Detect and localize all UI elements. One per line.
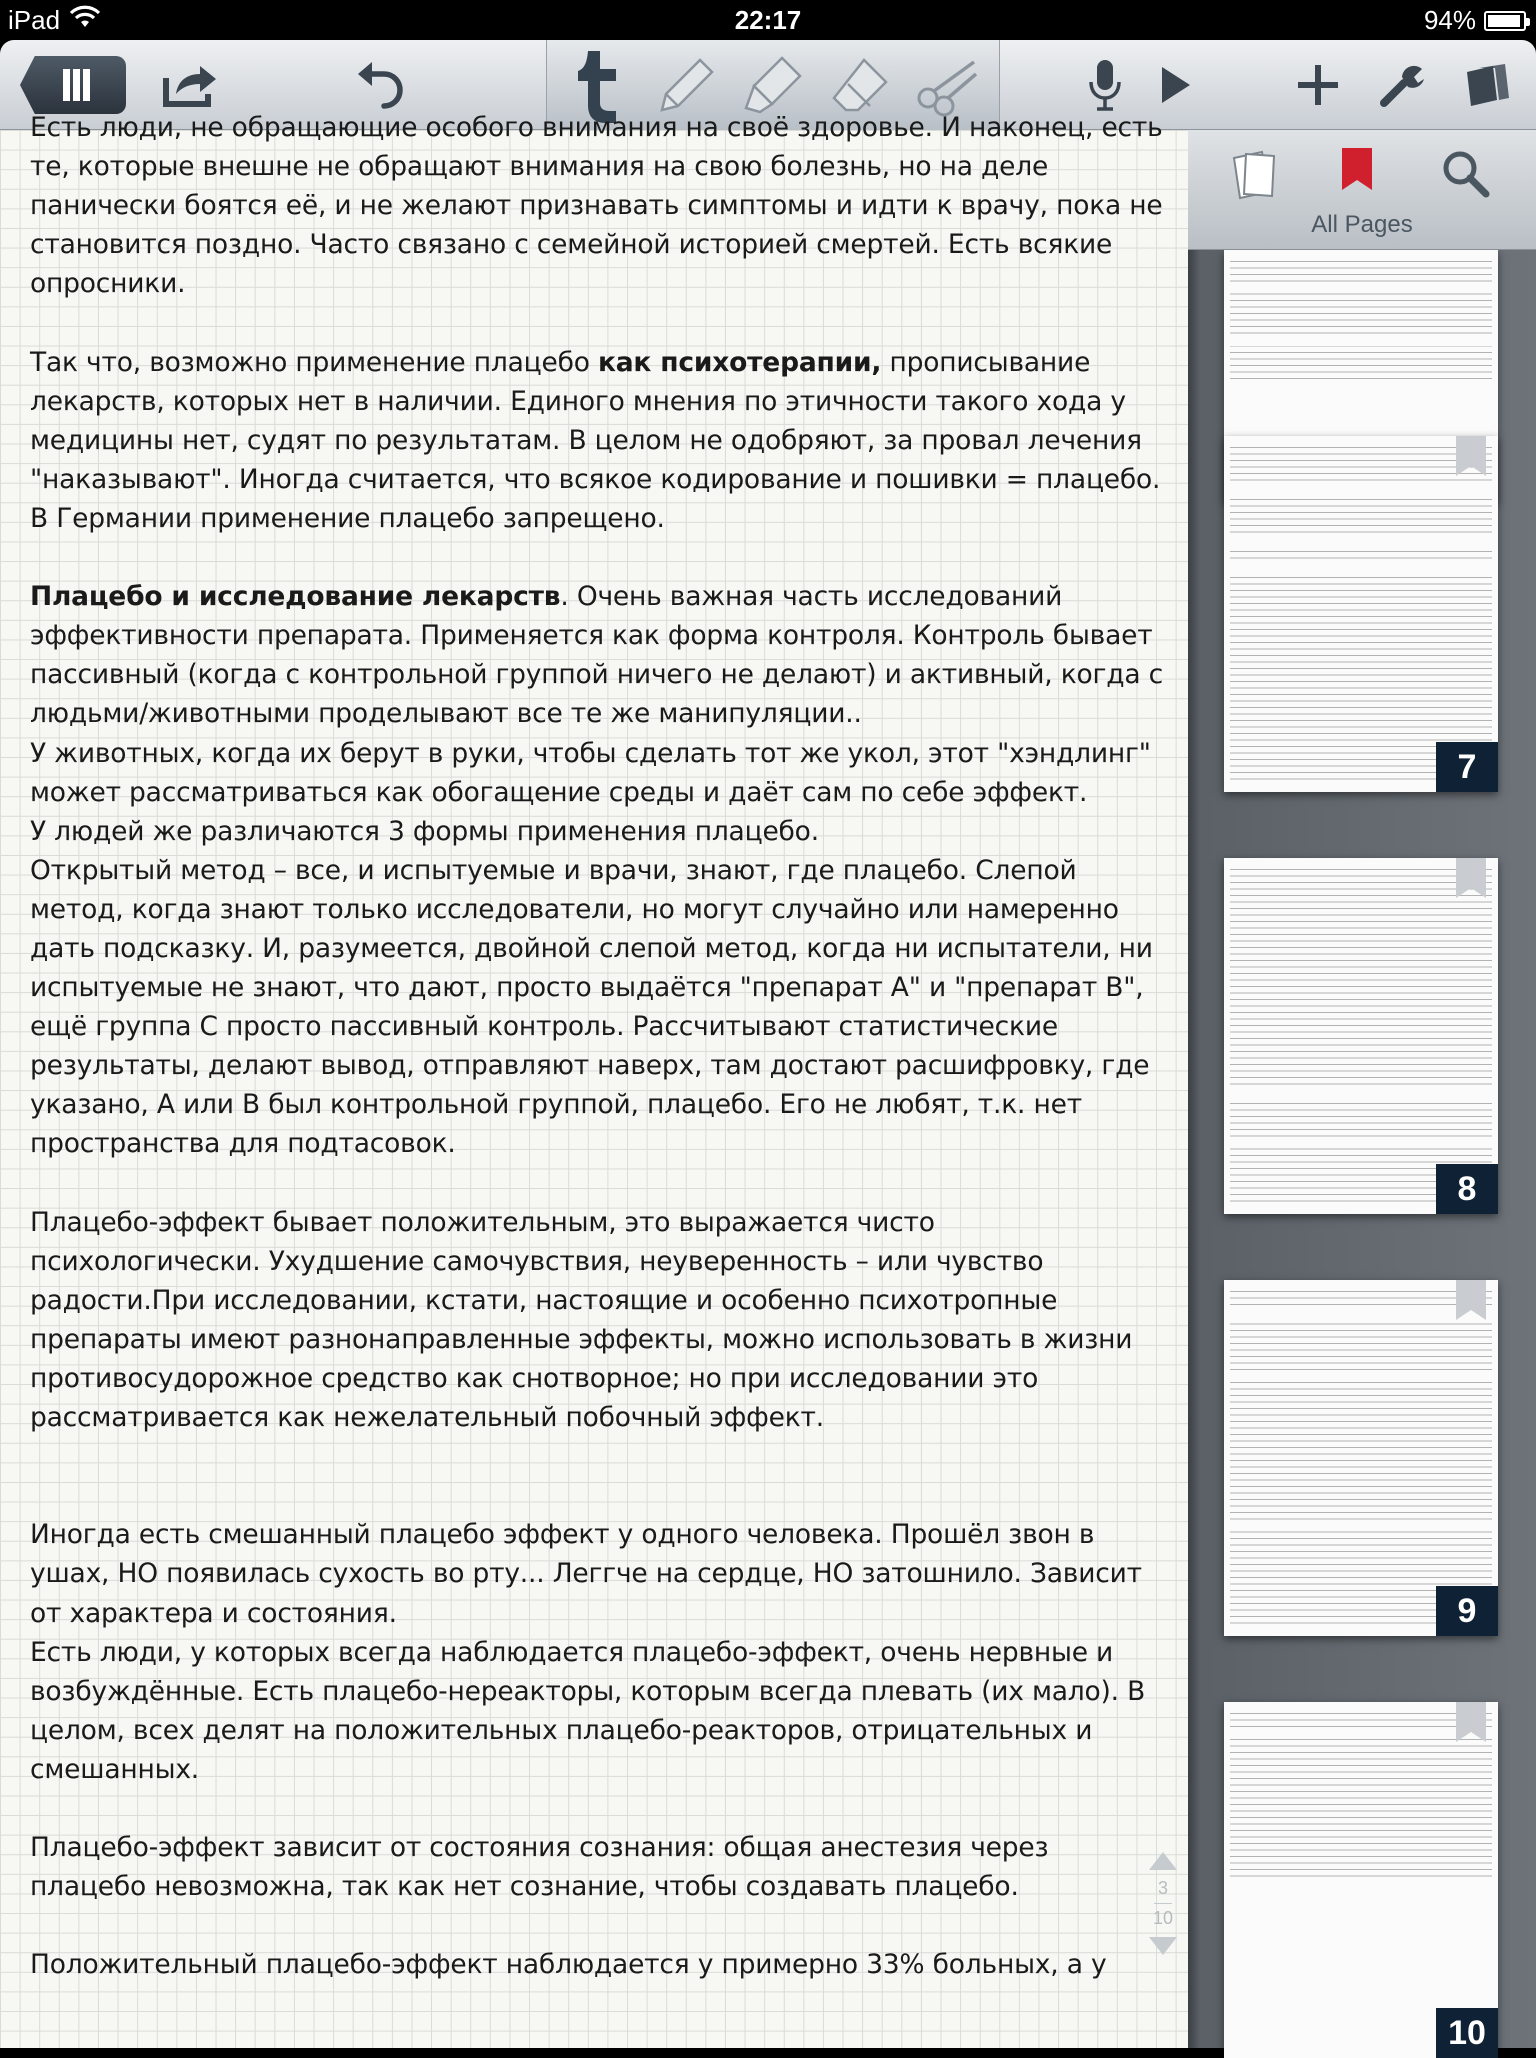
notebooks-button[interactable]: [1456, 40, 1520, 130]
search-button[interactable]: [1440, 148, 1490, 202]
pen-icon: [656, 54, 718, 116]
note-paragraph: Есть люди, у которых всегда наблюдается плацебо-эффект, очень нервные и возбуждённые. Есть плацебо-нереакторы, которым всегда плевать (их мало). В целом, всех делят на положительных плацебо-реакторов, отрицательных и смешанных.: [30, 1636, 1146, 1785]
page-scroller[interactable]: [1146, 1852, 1180, 1992]
share-icon: [160, 60, 220, 110]
battery-level: [1488, 15, 1520, 27]
note-paragraph: У людей же различаются 3 формы применения плацебо.: [30, 815, 819, 847]
page-number-badge: 9: [1436, 1586, 1498, 1636]
bookmarks-button[interactable]: [1340, 148, 1374, 196]
note-text-run: . Очень важная часть исследований эффективности препарата. Применяется как форма контроля. Контроль бывает пассивный (когда с контрольной группой ничего не делают) и активный, когда с людьми/животными проделывают все те же манипуляции..: [30, 581, 1164, 730]
page-thumbnail[interactable]: [1224, 436, 1498, 792]
microphone-icon: [1087, 58, 1123, 112]
battery-percent: 94%: [1423, 5, 1476, 35]
note-paragraph: [30, 343, 1170, 499]
current-page-number: 3: [1157, 1878, 1168, 1898]
page-down-icon[interactable]: [1149, 1937, 1177, 1955]
total-pages-number: 10: [1152, 1908, 1174, 1928]
sidebar-header: [1188, 130, 1536, 250]
page-thumbnail[interactable]: [1224, 1702, 1498, 2058]
note-paragraph: Плацебо-эффект бывает положительным, это выражается чисто психологически. Ухудшение самочувствия, неуверенность – или чувство радости.При исследовании, кстати, настоящие и особенно психотропные препараты имеют разнонаправленные эффекты, можно использовать в жизни противосудорожное средство как снотворное; но при исследовании это рассматривается как нежелательный побочный эффект.: [30, 1206, 1133, 1434]
notebooks-icon: [1463, 60, 1513, 110]
scissors-icon: [914, 54, 980, 116]
add-icon: [1296, 63, 1340, 107]
all-pages-button[interactable]: [1228, 148, 1288, 206]
undo-icon: [354, 60, 406, 110]
library-button[interactable]: [20, 56, 126, 114]
note-bold-run: как психотерапии,: [597, 346, 882, 378]
note-bold-run: Плацебо и исследование лекарств: [30, 581, 561, 613]
bookmark-icon: [1340, 148, 1374, 192]
wrench-icon: [1378, 61, 1426, 109]
pages-sidebar: [1188, 130, 1536, 2052]
settings-button[interactable]: [1374, 40, 1430, 130]
page-number-badge: 8: [1436, 1164, 1498, 1214]
eraser-icon: [828, 54, 890, 116]
highlighter-icon: [742, 54, 804, 116]
note-text-run: прописывание лекарств, которых нет в наличии. Единого мнения по этичности такого хода у медицины нет, судят по результатам. В целом не одобряют, за провал лечения "наказывают". Иногда считается, что всякое кодирование и пошивки = плацебо.: [30, 346, 1161, 495]
search-icon: [1440, 148, 1490, 198]
note-text[interactable]: [30, 108, 1170, 1985]
page-thumbnail[interactable]: [1224, 1280, 1498, 1636]
note-paragraph: Плацебо-эффект зависит от состояния сознания: общая анестезия через плацебо невозможна, так как нет сознание, чтобы создавать плацебо.: [30, 1832, 1049, 1903]
note-paragraph: Иногда есть смешанный плацебо эффект у одного человека. Прошёл звон в ушах, НО появилась сухость во рту... Леггче на сердце, НО затошнило. Зависит от характера и состояния.: [30, 1519, 1142, 1629]
page-thumbnail[interactable]: [1224, 858, 1498, 1214]
page-number-badge: 7: [1436, 742, 1498, 792]
battery-icon: [1484, 11, 1526, 31]
add-button[interactable]: [1290, 40, 1346, 130]
note-paragraph: У животных, когда их берут в руки, чтобы сделать тот же укол, этот "хэндлинг" может рассматриваться как обогащение среды и даёт сам по себе эффект.: [30, 737, 1151, 808]
note-paragraph: [30, 577, 1170, 733]
pages-icon: [1228, 148, 1288, 202]
note-page[interactable]: [0, 112, 1188, 2048]
note-text-run: Так что, возможно применение плацебо: [30, 346, 598, 378]
note-paragraph: Положительный плацебо-эффект наблюдается у примерно 33% больных, а у: [30, 1949, 1107, 1981]
page-number-badge: 10: [1436, 2008, 1498, 2058]
note-paragraph: Открытый метод – все, и испытуемые и врачи, знают, где плацебо. Слепой метод, когда знают только исследователи, но могут случайно или намеренно дать подсказку. И, разумеется, двойной слепой метод, когда ни испытатели, ни испытуемые не знают, что дают, просто выдаётся "препарат А" и "препарат В", ещё группа С просто пассивный контроль. Рассчитывают статистические результаты, делают вывод, отправляют наверх, там достают расшифровку, где указано, А или В был контрольной группой, плацебо. Его не любят, т.к. нет пространства для подтасовок.: [30, 854, 1153, 1160]
note-paragraph: Есть люди, не обращающие особого внимания на своё здоровье. И наконец, есть те, которые внешне не обращают внимания на свою болезнь, но на деле панически боятся её, и не желают признавать симптомы и идти к врачу, пока не становится поздно. Часто связано с семейной историей смертей. Есть всякие опросники.: [30, 112, 1163, 300]
device-name: iPad: [8, 5, 61, 35]
play-icon: [1158, 65, 1192, 105]
page-up-icon[interactable]: [1149, 1852, 1177, 1870]
clock: 22:17: [734, 5, 802, 35]
sidebar-title: All Pages: [1311, 211, 1413, 238]
status-bar: [0, 0, 1536, 40]
library-icon: [49, 67, 97, 103]
note-paragraph: В Германии применение плацебо запрещено.: [30, 502, 665, 534]
